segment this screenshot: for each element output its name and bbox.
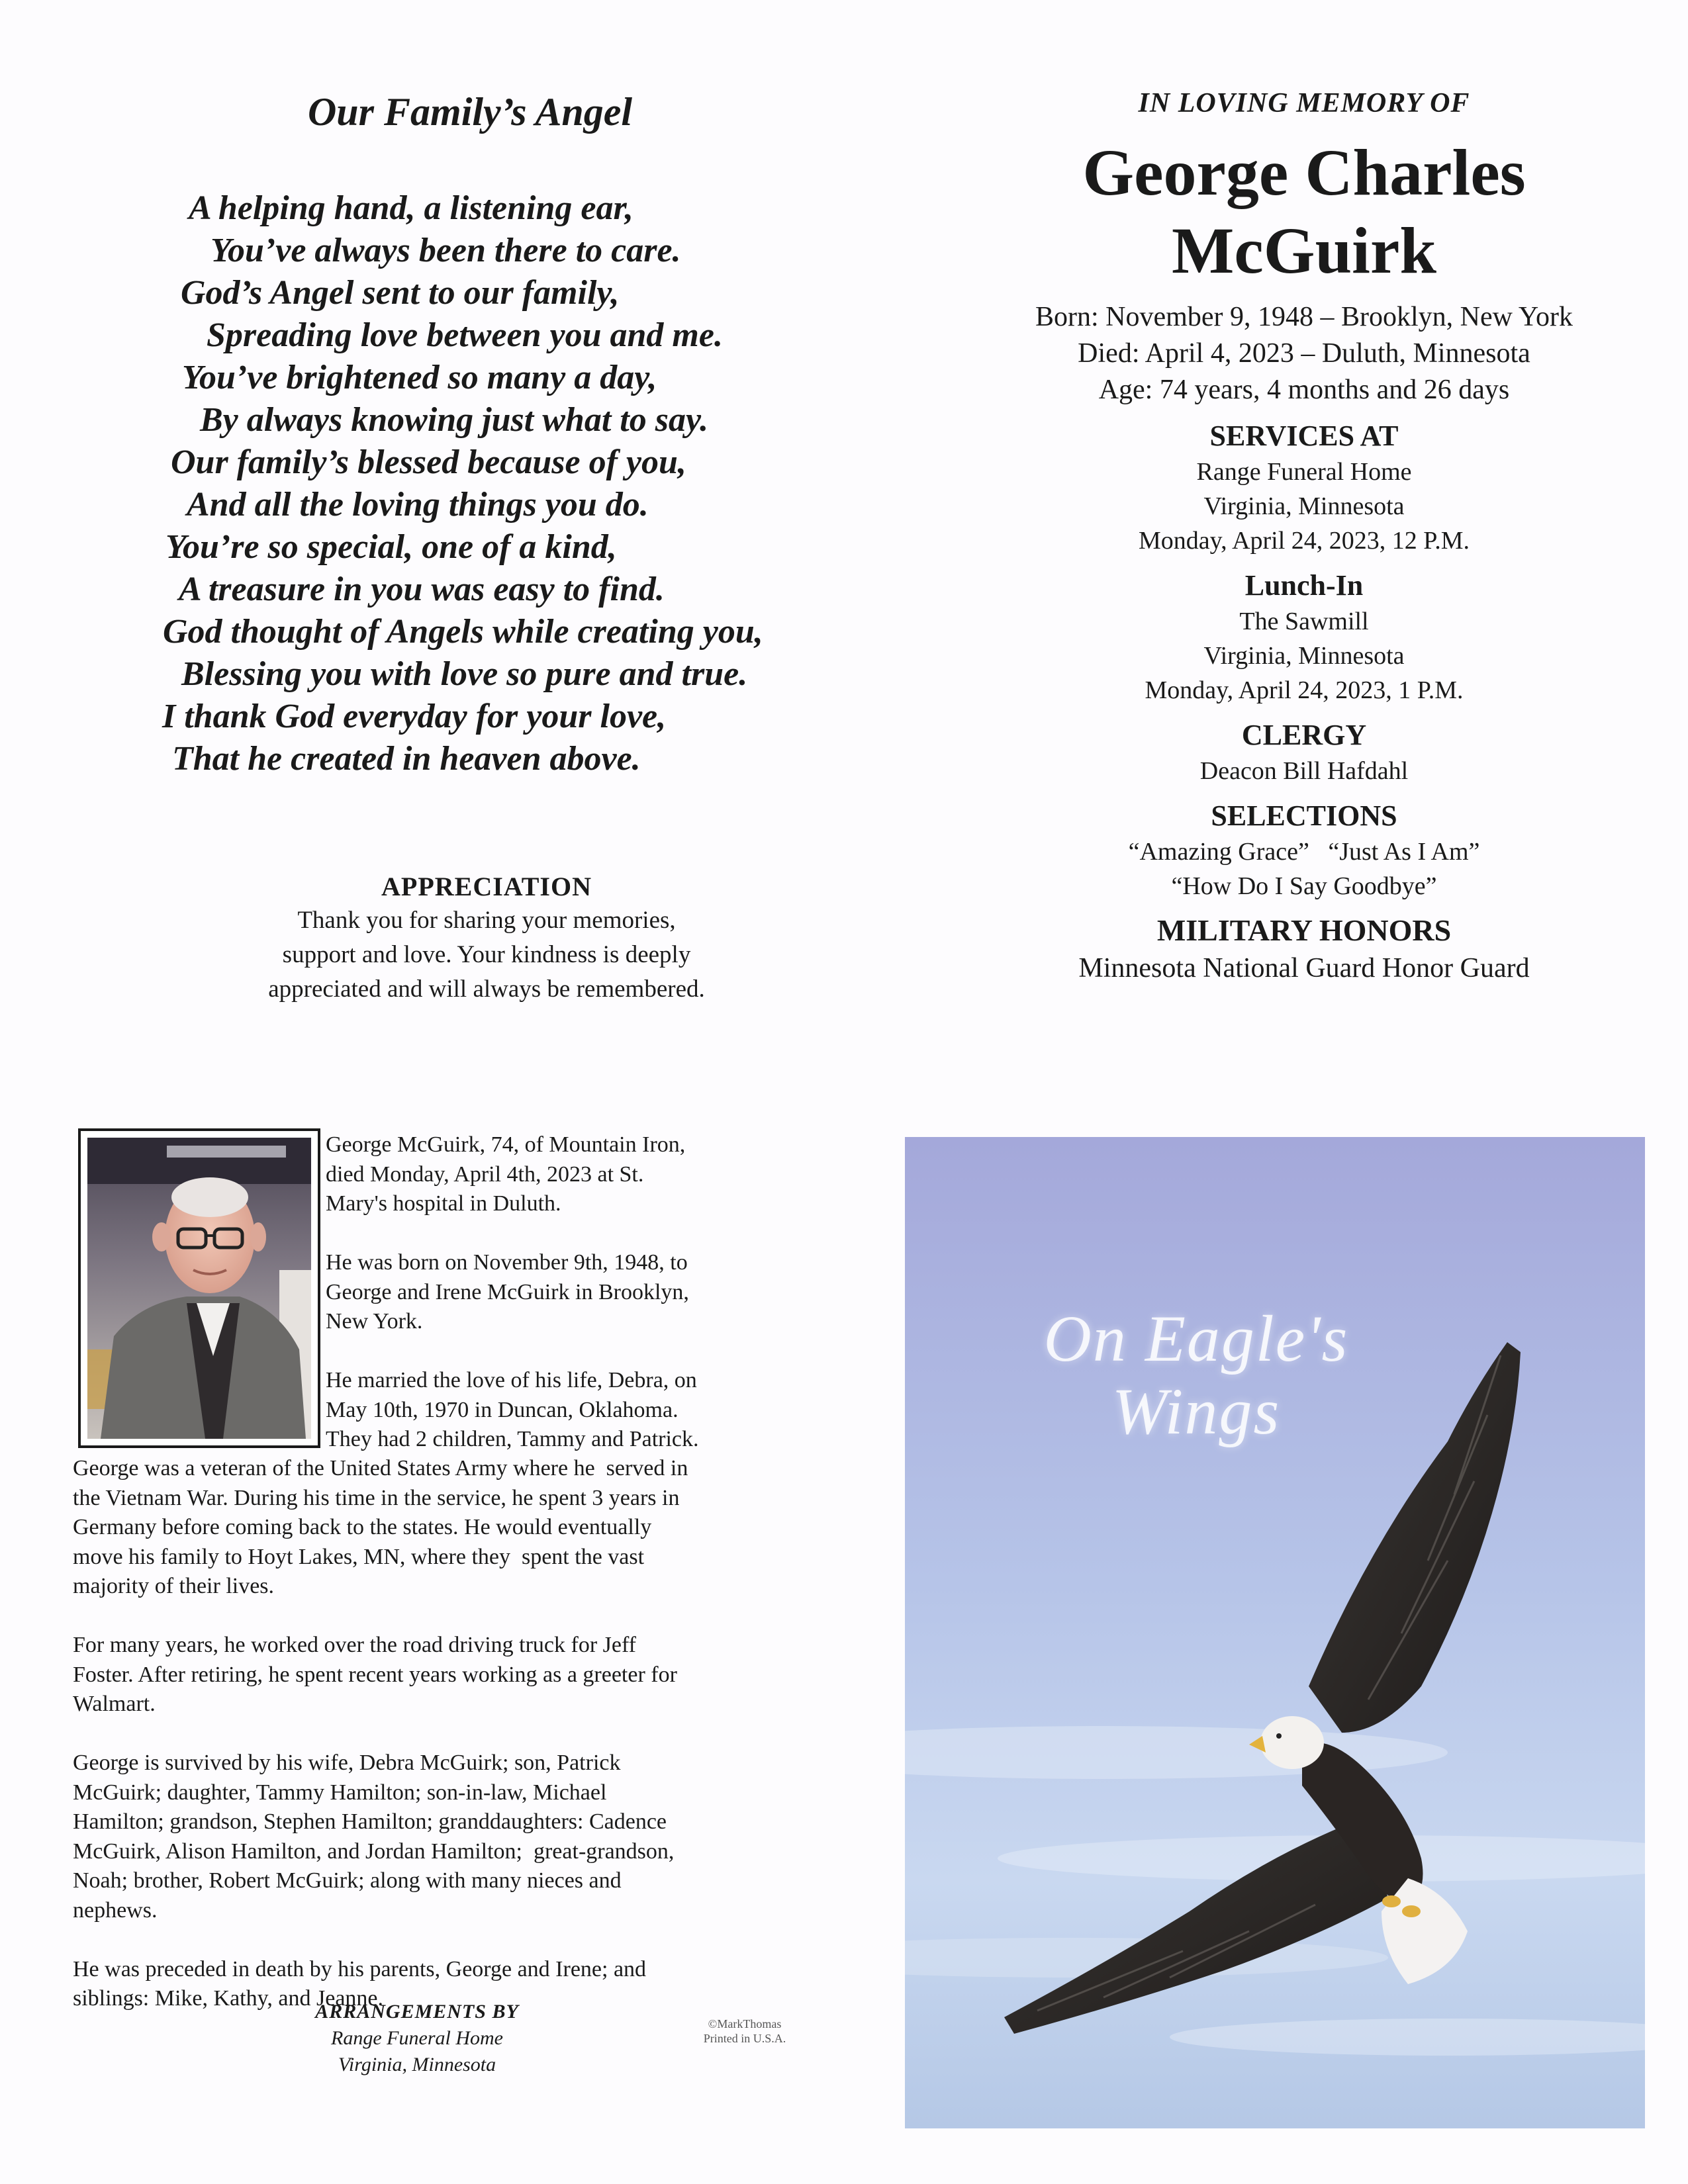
poem-line: You’ve brightened so many a day,: [182, 359, 657, 396]
selections-line: “How Do I Say Goodbye”: [1171, 872, 1437, 900]
services-heading: SERVICES AT: [1209, 420, 1399, 452]
obituary-line: majority of their lives.: [73, 1574, 275, 1598]
obituary-body: [73, 1454, 774, 2014]
obituary-line: George is survived by his wife, Debra McGuirk; son, Patrick: [73, 1751, 621, 1775]
paragraph-gap: [73, 1925, 774, 1955]
services-place: Range Funeral Home: [1196, 458, 1412, 486]
obituary-line: May 10th, 1970 in Duncan, Oklahoma.: [326, 1397, 679, 1422]
appreciation-line: support and love. Your kindness is deeply: [282, 941, 691, 968]
eagle-illustration: [905, 1137, 1645, 2128]
obituary-line: Mary's hospital in Duluth.: [326, 1191, 561, 1216]
age-line: Age: 74 years, 4 months and 26 days: [1098, 375, 1510, 405]
born-line: Born: November 9, 1948 – Brooklyn, New York: [1035, 302, 1573, 332]
obituary-line: McGuirk; daughter, Tammy Hamilton; son-in-law, Michael: [73, 1780, 607, 1805]
obituary-intro: [326, 1130, 749, 1455]
lunch-place: The Sawmill: [1239, 608, 1369, 635]
obituary-line: For many years, he worked over the road driving truck for Jeff: [73, 1633, 636, 1657]
lunch-heading: Lunch-In: [1244, 569, 1364, 602]
card-title-line: On Eagle's: [1043, 1302, 1349, 1375]
obituary-line: Walmart.: [73, 1692, 156, 1716]
clergy-heading: CLERGY: [1241, 719, 1367, 751]
appreciation-section: [165, 870, 808, 1007]
lunch-city: Virginia, Minnesota: [1203, 642, 1405, 670]
obituary-line: the Vietnam War. During his time in the service, he spent 3 years in: [73, 1485, 680, 1510]
portrait-image: [87, 1138, 311, 1439]
poem-line: You’re so special, one of a kind,: [165, 528, 617, 566]
poem-line: I thank God everyday for your love,: [162, 698, 667, 735]
deceased-photo: [78, 1128, 320, 1448]
lunch-when: Monday, April 24, 2023, 1 P.M.: [1145, 676, 1464, 704]
memorial-section: [933, 85, 1675, 987]
poem-line: Blessing you with love so pure and true.: [181, 655, 748, 693]
cover-card: [905, 1137, 1645, 2128]
poem-line: Spreading love between you and me.: [207, 316, 723, 354]
arrangements-section: [285, 1999, 549, 2078]
printed-in-line: Printed in U.S.A.: [703, 2032, 786, 2045]
selections-line: “Amazing Grace” “Just As I Am”: [1128, 838, 1480, 866]
obituary-line: He was preceded in death by his parents, George and Irene; and: [73, 1956, 647, 1981]
poem-line: A treasure in you was easy to find.: [179, 570, 665, 608]
arrangements-heading: ARRANGEMENTS BY: [315, 2001, 519, 2023]
obituary-line: He was born on November 9th, 1948, to: [326, 1250, 688, 1275]
services-when: Monday, April 24, 2023, 12 P.M.: [1138, 527, 1470, 555]
appreciation-line: appreciated and will always be remembered.: [268, 976, 705, 1003]
poem-line: Our family’s blessed because of you,: [171, 443, 686, 481]
poem-line: You’ve always been there to care.: [211, 232, 681, 269]
deceased-name-line1: George Charles: [1082, 136, 1526, 209]
copyright-line: ©MarkThomas: [708, 2017, 782, 2030]
poem-line: That he created in heaven above.: [172, 740, 641, 778]
obituary-line: They had 2 children, Tammy and Patrick.: [326, 1427, 699, 1451]
selections-heading: SELECTIONS: [1211, 799, 1397, 832]
obituary-line: move his family to Hoyt Lakes, MN, where they spent the vast: [73, 1544, 645, 1569]
military-honors-text: Minnesota National Guard Honor Guard: [1078, 953, 1530, 983]
obituary-line: He married the love of his life, Debra, on: [326, 1368, 697, 1392]
deceased-name-line2: McGuirk: [1172, 214, 1436, 287]
paragraph-gap: [326, 1219, 749, 1249]
died-line: Died: April 4, 2023 – Duluth, Minnesota: [1078, 338, 1530, 369]
clergy-name: Deacon Bill Hafdahl: [1199, 757, 1409, 785]
services-city: Virginia, Minnesota: [1203, 492, 1405, 520]
poem-line: By always knowing just what to say.: [200, 401, 709, 439]
obituary-line: McGuirk, Alison Hamilton, and Jordan Hamilton; great-grandson,: [73, 1839, 675, 1864]
copyright-notice: [695, 2017, 794, 2046]
poem-line: A helping hand, a listening ear,: [189, 189, 633, 227]
poem-line: God thought of Angels while creating you,: [163, 613, 763, 651]
in-loving-memory-label: IN LOVING MEMORY OF: [1138, 88, 1470, 118]
military-honors-heading: MILITARY HONORS: [1156, 913, 1452, 947]
card-title: [984, 1302, 1408, 1448]
poem-line: And all the loving things you do.: [187, 486, 649, 523]
card-title-line: Wings: [1111, 1375, 1281, 1448]
obituary-line: Hamilton; grandson, Stephen Hamilton; granddaughters: Cadence: [73, 1809, 667, 1834]
obituary-line: George and Irene McGuirk in Brooklyn,: [326, 1279, 689, 1304]
appreciation-line: Thank you for sharing your memories,: [297, 907, 676, 934]
obituary-line: New York.: [326, 1309, 423, 1334]
obituary-line: Foster. After retiring, he spent recent years working as a greeter for: [73, 1662, 677, 1687]
arrangements-city: Virginia, Minnesota: [338, 2054, 496, 2075]
obituary-line: nephews.: [73, 1897, 158, 1923]
obituary-line: George was a veteran of the United States Army where he served in: [73, 1456, 688, 1480]
paragraph-gap: [73, 1602, 774, 1631]
arrangements-name: Range Funeral Home: [331, 2027, 503, 2049]
paragraph-gap: [326, 1337, 749, 1367]
poem-line: God’s Angel sent to our family,: [181, 274, 620, 312]
obituary-line: George McGuirk, 74, of Mountain Iron,: [326, 1132, 686, 1157]
obituary-line: Noah; brother, Robert McGuirk; along with many nieces and: [73, 1868, 622, 1893]
poem-title: Our Family’s Angel: [307, 90, 633, 134]
obituary-line: died Monday, April 4th, 2023 at St.: [326, 1161, 644, 1187]
obituary-line: Germany before coming back to the states. He would eventually: [73, 1515, 652, 1539]
obituary-line: siblings: Mike, Kathy, and Jeanne.: [73, 1986, 383, 2011]
appreciation-heading: APPRECIATION: [381, 872, 592, 901]
paragraph-gap: [73, 1719, 774, 1749]
